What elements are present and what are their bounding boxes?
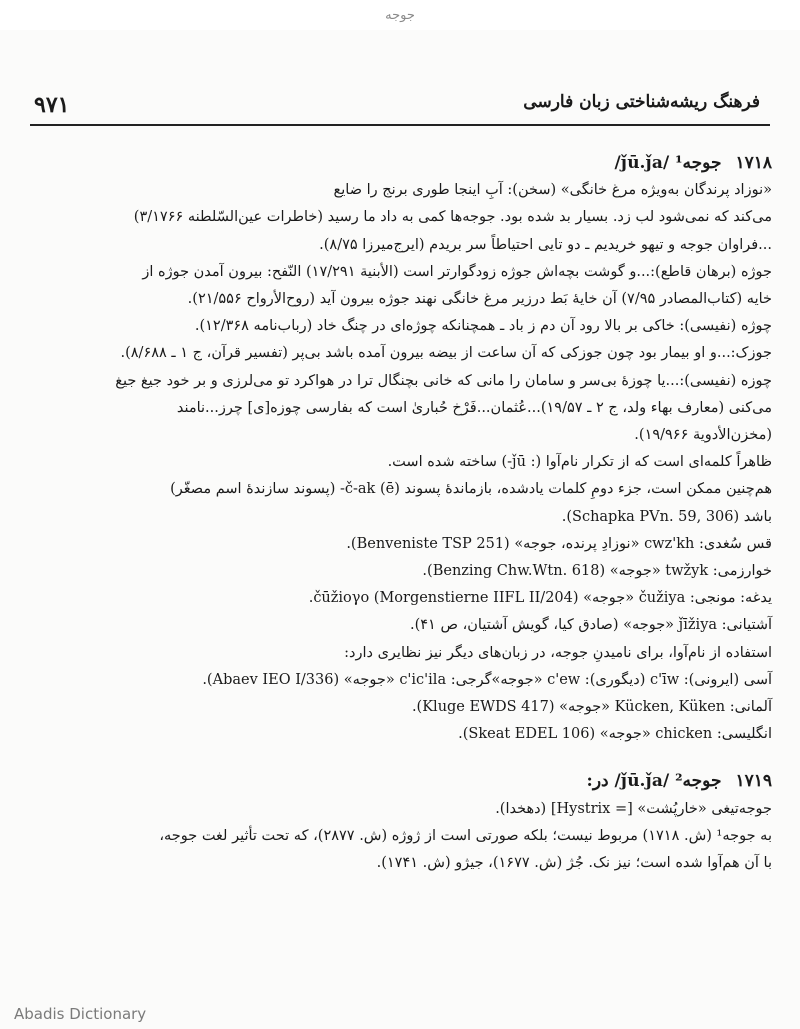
text-line: می‌کند که نمی‌شود لب زد. بسیار بد شده بود. جوجه‌ها کمی به داد ما رسید (خاطرات عین‌السّلطنه ۳/۱۷۶۶) [133,209,772,226]
cognate-line: انگلیسی: chicken «جوجه» (Skeat EDEL 106). [458,726,772,743]
entry-gap [28,748,772,768]
dictionary-content [28,150,772,877]
text-line: چوژه (نفیسی): خاکی بر بالا رود آن دم ز باد ـ همچنانکه چوژه‌ای در چنگ خاد (رباب‌نامه ۱۲/۳۶۸). [194,318,772,335]
text-line: جوزک:...و او بیمار بود چون جوزکی که آن ساعت از بیضه بیرون آمده باشد بی‌پر (تفسیر قرآن، ج ۱ ـ ۸/۶۸۸). [120,345,772,362]
text-line: جوجه‌تیغی «خارپُشت» [= Hystrix] (دهخدا). [495,800,772,817]
cognate-line: آسی (ایرونی): c'īw (دیگوری): c'ew «جوجه»گرجی: c'ic'ila «جوجه» (Abaev IEO I/336). [202,671,772,688]
text-line: ...فراوان جوجه و تیهو خریدیم ـ دو تایی احتیاطاً سر بریدم (ایرج‌میرزا ۸/۷۵). [319,236,772,253]
text-line: به جوجه¹ (ش. ۱۷۱۸) مربوط نیست؛ بلکه صورتی است از ژوژه (ش. ۲۸۷۷)، که تحت تأثیر لغت جوجه، [159,827,772,844]
etymology-line: ظاهراً کلمه‌ای است که از تکرار نام‌آوا (: ǰū-) ساخته شده است. [387,454,772,471]
text-line: چوزه (نفیسی):...یا چوزهٔ بی‌سر و سامان را مانی که خانی بچنگال ترا در هواکرد تو می‌لرزی و بر خود جیغ جیغ [115,372,772,389]
top-label: جوجه [385,8,415,23]
text-line: جوژه (برهان قاطع):...و گوشت بچه‌اش جوژه زودگوارتر است (الأبنیة ۱۷/۲۹۱) النّفح: بیرون آمدن جوژه از [142,263,772,280]
text-line: (مخزن‌الأدویة ۱۹/۹۶۶). [634,427,772,444]
cognate-line: آشتیانی: ǰīžiya «جوجه» (صادق کیا، گویش آشتیان، ص ۴۱). [409,617,772,634]
entry-headword: جوجه¹ /ǰū.ǰa/ [614,153,722,173]
entry-heading [28,768,772,795]
entry-number: ۱۷۱۸ [735,153,772,173]
entry-number: ۱۷۱۹ [735,771,772,792]
text-line: می‌کنی (معارف بهاء ولد، ج ۲ ـ ۱۹/۵۷)...عُثمان...فَرْخ حُباریٰ است که بفارسی چوزه[ی] چرز...نامند [176,399,772,416]
entry-headword: جوجه² /ǰū.ǰa/ در: [586,771,722,792]
watermark: Abadis Dictionary [14,1005,147,1023]
etymology-line: باشد (Schapka PVn. 59, 306). [561,508,772,525]
text-line: خایه (کتاب‌المصادر ۷/۹۵) آن خایهٔ بَط درزیر مرغ خانگی نهند جوژه بیرون آید (روح‌الأرواح ۲۱/۵۵۶). [187,291,772,308]
entry-heading [28,150,772,177]
text-line: استفاده از نام‌آوا، برای نامیدنِ جوجه، در زبان‌های دیگر نیز نظایری دارد: [344,644,772,661]
page-number: ۹۷۱ [34,92,70,118]
text-line: با آن هم‌آوا شده است؛ نیز نک. جُژ (ش. ۱۶۷۷)، جیژو (ش. ۱۷۴۱). [376,855,772,872]
text-line: «نوزاد پرندگان به‌ویژه مرغ خانگی» (سخن): آبِ اینجا طوری برنج را ضایع [333,182,772,199]
cognate-line: خوارزمی: twžyk «جوجه» (Benzing Chw.Wtn. 618). [422,563,772,580]
book-title: فرهنگ ریشه‌شناختی زبان فارسی [523,92,760,112]
cognate-line: آلمانی: Kücken, Küken «جوجه» (Kluge EWDS 417). [411,699,772,716]
etymology-line: هم‌چنین ممکن است، جزء دومِ کلمات یادشده، بازماندهٔ پسوند č-ak (ē)- (پسوند سازندهٔ اسم مصغّر) [170,481,772,498]
cognate-line: قس سُغدی: cwz'kh «نوزادِ پرنده، جوجه» (Benveniste TSP 251). [346,535,772,552]
header-rule [30,124,770,126]
cognate-line: یدغه: مونجی: čužiya «جوجه» čūžioγo (Morgenstierne IIFL II/204). [308,590,772,607]
